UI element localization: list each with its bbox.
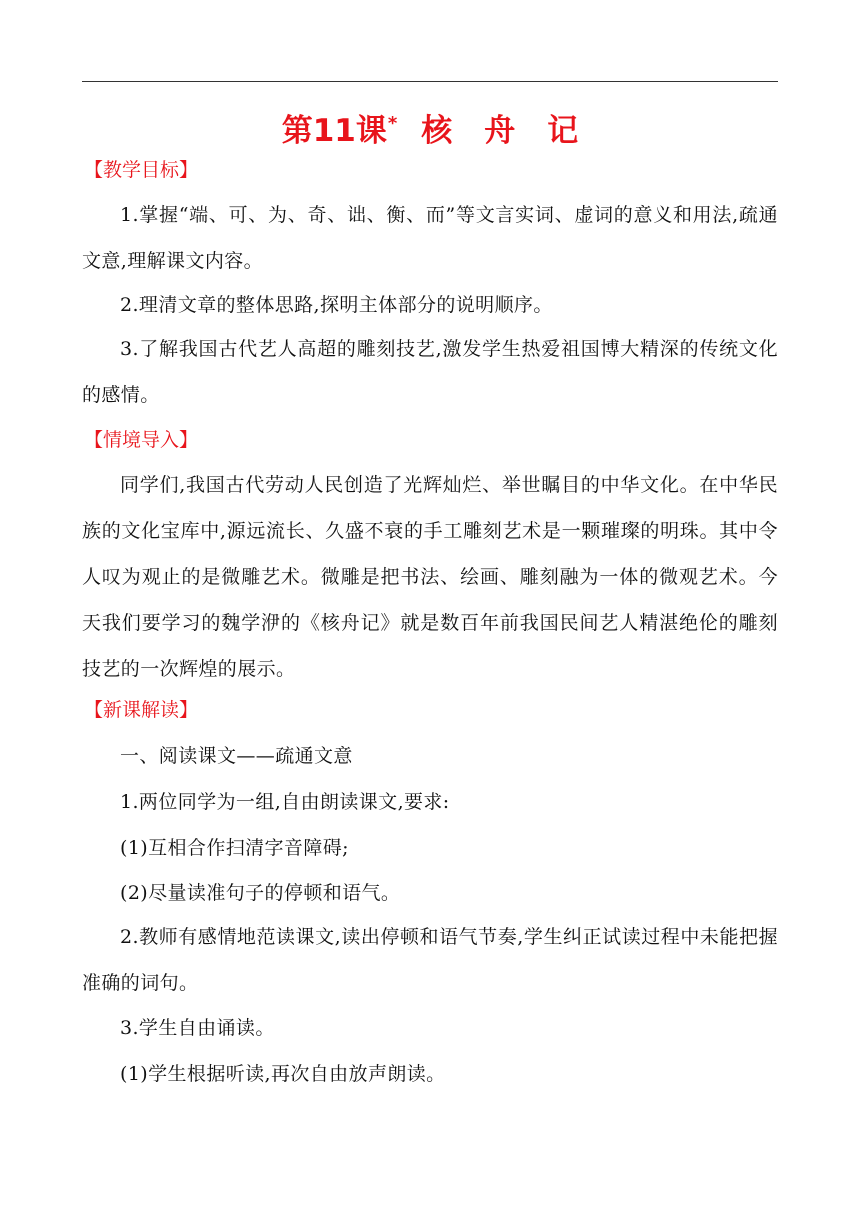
reading-step-1-sub-2: (2)尽量读准句子的停顿和语气。 <box>120 882 401 904</box>
reading-step-1: 1.两位同学为一组,自由朗读课文,要求: <box>120 791 450 813</box>
goal-item-1: 1.掌握“端、可、为、奇、诎、衡、而”等文言实词、虚词的意义和用法,疏通文意,理解课文内容。 <box>82 204 778 272</box>
header-rule <box>82 81 778 82</box>
reading-step-3-sub-1: (1)学生根据听读,再次自由放声朗读。 <box>120 1063 446 1085</box>
section-heading-goals: 【教学目标】 <box>84 159 199 181</box>
page-title <box>82 100 778 155</box>
reading-step-3: 3.学生自由诵读。 <box>120 1017 275 1039</box>
goal-item-3: 3.了解我国古代艺人高超的雕刻技艺,激发学生热爱祖国博大精深的传统文化的感情。 <box>82 338 778 406</box>
section-heading-intro: 【情境导入】 <box>84 429 199 451</box>
reading-step-1-sub-1: (1)互相合作扫清字音障碍; <box>120 837 349 859</box>
reading-step-2: 2.教师有感情地范读课文,读出停顿和语气节奏,学生纠正试读过程中未能把握准确的词句。 <box>82 926 778 994</box>
reading-step-heading: 一、阅读课文——疏通文意 <box>120 745 353 767</box>
title-char-1: 核 <box>421 113 453 149</box>
goal-item-2: 2.理清文章的整体思路,探明主体部分的说明顺序。 <box>120 294 553 316</box>
title-char-2: 舟 <box>484 113 516 149</box>
intro-paragraph: 同学们,我国古代劳动人民创造了光辉灿烂、举世瞩目的中华文化。在中华民族的文化宝库中,源远流长、久盛不衰的手工雕刻艺术是一颗璀璨的明珠。其中令人叹为观止的是微雕艺术。微雕是把书法、绘画、雕刻融为一体的微观艺术。今天我们要学习的魏学洢的《核舟记》就是数百年前我国民间艺人精湛绝伦的雕刻技艺的一次辉煌的展示。 <box>82 474 778 680</box>
title-char-3: 记 <box>547 113 579 149</box>
title-star: * <box>387 113 398 134</box>
section-heading-new-lesson: 【新课解读】 <box>84 699 199 721</box>
title-lesson: 第11课 <box>281 113 387 149</box>
